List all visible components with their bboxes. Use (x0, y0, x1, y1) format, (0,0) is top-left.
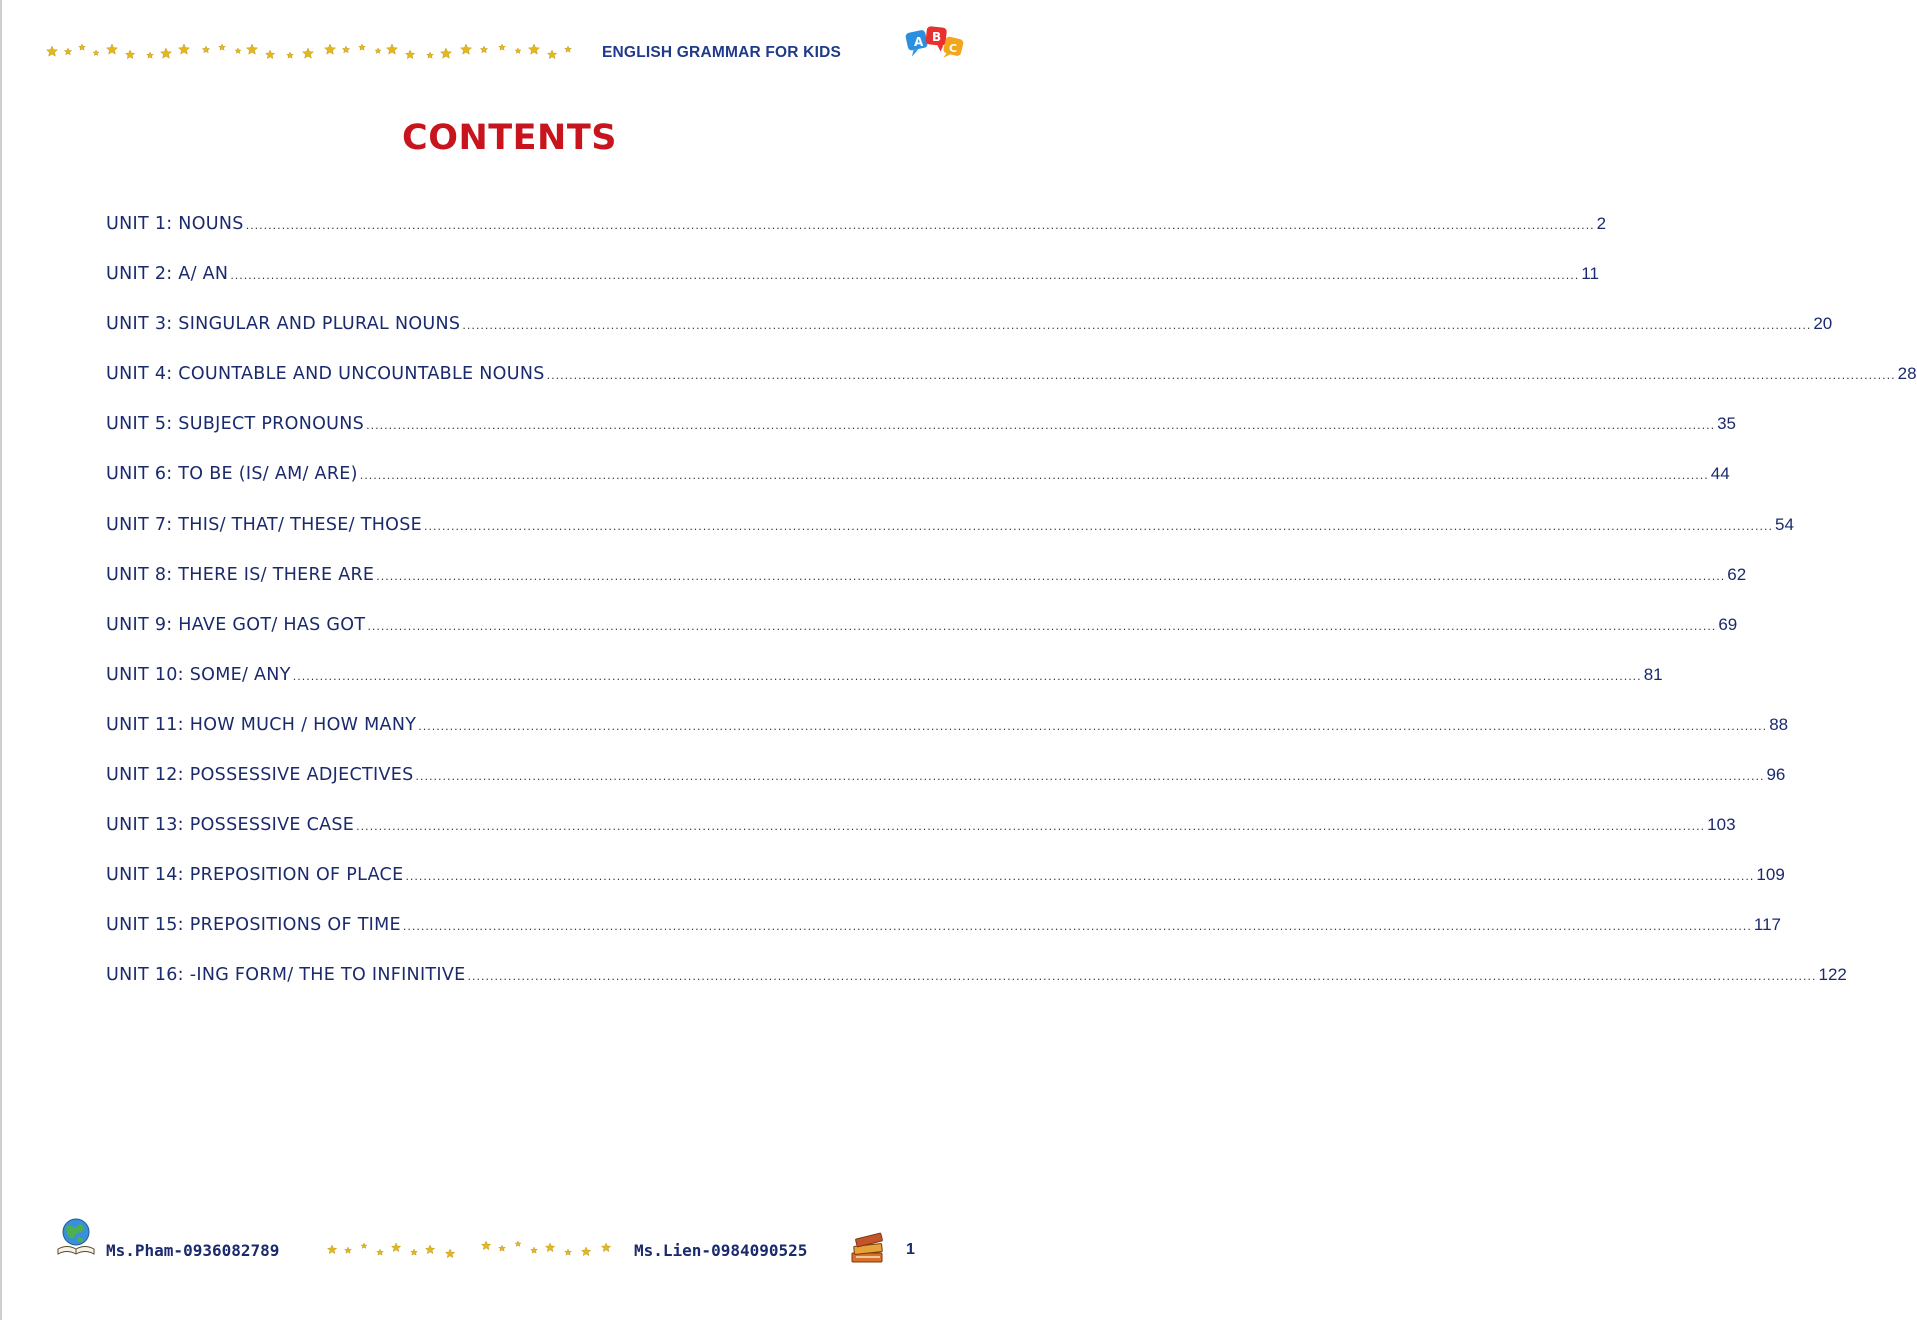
toc-entry-page: 96 (1766, 765, 1786, 785)
toc-entry[interactable] (106, 915, 1781, 965)
toc-entry[interactable] (106, 815, 1736, 865)
toc-entry-label: UNIT 3: SINGULAR AND PLURAL NOUNS (106, 314, 461, 335)
toc-entry-page: 44 (1710, 464, 1730, 484)
toc-entry-label: UNIT 6: TO BE (IS/ AM/ ARE) (106, 464, 358, 485)
header-title: ENGLISH GRAMMAR FOR KIDS (602, 44, 842, 61)
page-number: 1 (906, 1241, 915, 1258)
toc-dot-leader: ............................................................................................................................................................................................................................................................................................................ (245, 219, 1595, 232)
page-header (0, 0, 1019, 100)
toc-entry[interactable] (106, 714, 1789, 765)
table-of-contents (106, 214, 1917, 1016)
toc-entry-label: UNIT 4: COUNTABLE AND UNCOUNTABLE NOUNS (106, 364, 545, 385)
toc-dot-leader: ............................................................................................................................................................................................................................................................................................................ (230, 269, 1580, 283)
toc-entry[interactable] (106, 865, 1785, 915)
toc-dot-leader: ............................................................................................................................................................................................................................................................................................................ (418, 719, 1768, 733)
toc-entry-label: UNIT 1: NOUNS (106, 214, 244, 234)
toc-entry-page: 88 (1769, 714, 1789, 734)
toc-entry-label: UNIT 2: A/ AN (106, 264, 229, 285)
page-edge (0, 0, 2, 1320)
toc-entry[interactable] (106, 965, 1847, 1015)
star-border-icon (46, 38, 576, 68)
toc-entry[interactable] (106, 464, 1730, 514)
toc-entry[interactable] (106, 364, 1917, 414)
toc-entry-label: UNIT 14: PREPOSITION OF PLACE (106, 865, 404, 886)
toc-dot-leader: ............................................................................................................................................................................................................................................................................................................ (424, 519, 1773, 533)
toc-dot-leader: ............................................................................................................................................................................................................................................................................................................ (366, 419, 1716, 433)
toc-dot-leader: ............................................................................................................................................................................................................................................................................................................ (405, 870, 1755, 884)
toc-entry-label: UNIT 8: THERE IS/ THERE ARE (106, 564, 375, 585)
toc-dot-leader: ............................................................................................................................................................................................................................................................................................................ (467, 970, 1817, 984)
toc-entry-page: 122 (1818, 965, 1847, 985)
toc-dot-leader: ............................................................................................................................................................................................................................................................................................................ (292, 669, 1642, 683)
toc-dot-leader: ............................................................................................................................................................................................................................................................................................................ (359, 469, 1709, 483)
toc-entry[interactable] (106, 264, 1599, 314)
toc-entry-page: 109 (1756, 865, 1785, 885)
toc-entry-page: 20 (1813, 314, 1833, 334)
toc-entry-label: UNIT 13: POSSESSIVE CASE (106, 815, 355, 836)
toc-entry[interactable] (106, 564, 1747, 615)
toc-entry[interactable] (106, 664, 1663, 715)
page-title: CONTENTS (402, 118, 617, 158)
toc-entry[interactable] (106, 214, 1607, 264)
toc-entry-page: 54 (1775, 514, 1794, 534)
books-icon (848, 1229, 888, 1267)
toc-dot-leader: ............................................................................................................................................................................................................................................................................................................ (356, 820, 1706, 834)
toc-entry-label: UNIT 11: HOW MUCH / HOW MANY (106, 714, 417, 735)
toc-dot-leader: ............................................................................................................................................................................................................................................................................................................ (367, 619, 1717, 633)
svg-text:B: B (932, 30, 942, 44)
toc-entry-page: 28 (1897, 364, 1917, 384)
toc-entry-page: 62 (1727, 564, 1747, 584)
abc-logo-icon (904, 24, 966, 64)
footer-right-contact: Ms.Lien-0984090525 (634, 1241, 808, 1260)
footer-star-border-icon (326, 1237, 616, 1261)
footer-left-contact: Ms.Pham-0936082789 (106, 1241, 280, 1260)
page-footer (0, 1205, 1019, 1285)
toc-entry-label: UNIT 15: PREPOSITIONS OF TIME (106, 915, 401, 936)
toc-entry-page: 103 (1707, 815, 1736, 835)
toc-dot-leader: ............................................................................................................................................................................................................................................................................................................ (415, 770, 1765, 784)
toc-dot-leader: ............................................................................................................................................................................................................................................................................................................ (462, 319, 1812, 333)
svg-text:C: C (949, 42, 958, 55)
toc-entry[interactable] (106, 414, 1736, 464)
toc-entry-label: UNIT 7: THIS/ THAT/ THESE/ THOSE (106, 514, 423, 535)
toc-entry-page: 35 (1717, 414, 1736, 434)
toc-dot-leader: ............................................................................................................................................................................................................................................................................................................ (402, 920, 1752, 934)
toc-entry[interactable] (106, 514, 1794, 565)
toc-entry-page: 117 (1753, 915, 1781, 935)
toc-entry[interactable] (106, 614, 1738, 665)
toc-entry[interactable] (106, 314, 1833, 364)
toc-entry-page: 81 (1643, 664, 1663, 684)
toc-entry-page: 69 (1718, 614, 1738, 634)
toc-entry-page: 2 (1596, 214, 1607, 233)
toc-entry[interactable] (106, 765, 1786, 815)
globe-book-icon (54, 1215, 98, 1259)
svg-text:A: A (914, 35, 924, 49)
toc-entry-page: 11 (1581, 264, 1599, 284)
toc-entry-label: UNIT 5: SUBJECT PRONOUNS (106, 414, 365, 435)
toc-entry-label: UNIT 9: HAVE GOT/ HAS GOT (106, 614, 366, 635)
toc-entry-label: UNIT 12: POSSESSIVE ADJECTIVES (106, 765, 414, 786)
toc-entry-label: UNIT 16: -ING FORM/ THE TO INFINITIVE (106, 965, 466, 986)
toc-dot-leader: ............................................................................................................................................................................................................................................................................................................ (546, 369, 1896, 383)
toc-dot-leader: ............................................................................................................................................................................................................................................................................................................ (376, 569, 1726, 583)
toc-entry-label: UNIT 10: SOME/ ANY (106, 664, 291, 685)
